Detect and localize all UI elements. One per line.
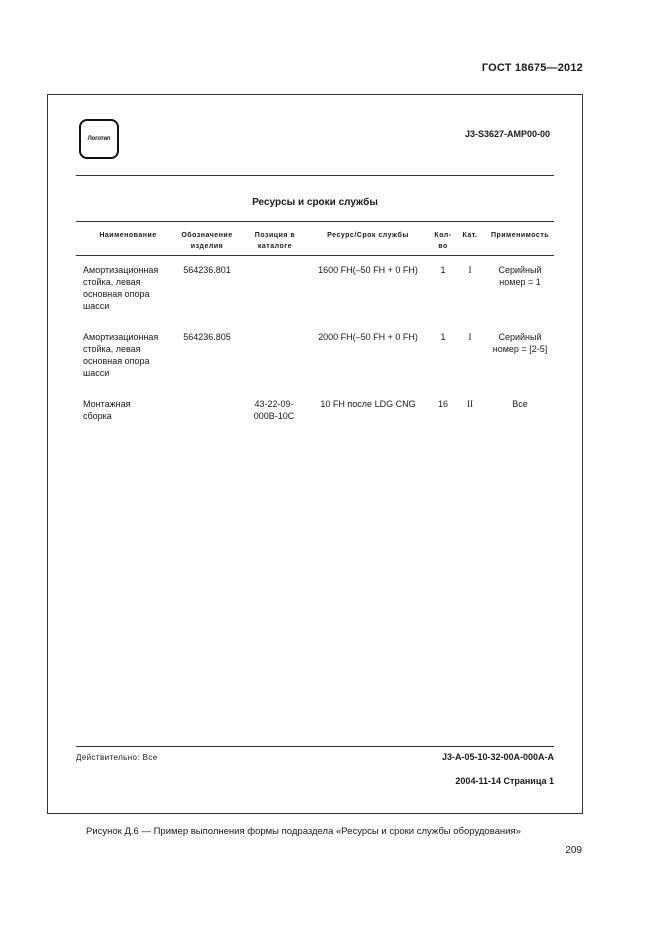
col-header-cat: Кат. xyxy=(462,232,478,239)
row2-resource: 2000 FH(–50 FH + 0 FH) xyxy=(318,332,418,342)
col-header-position-l1: Позиция в xyxy=(254,232,296,239)
row3-resource: 10 FH после LDG CNG xyxy=(320,399,416,409)
row3-position xyxy=(242,398,306,422)
row3-cat: II xyxy=(467,399,473,409)
row3-applicability xyxy=(484,398,556,410)
form-title: Ресурсы и сроки службы xyxy=(252,197,378,208)
logo-text: Логотип xyxy=(87,136,111,142)
row2-applicability-l1: Серийный xyxy=(498,332,542,342)
col-header-designation-l2: изделия xyxy=(190,243,224,250)
row2-name-l4: шасси xyxy=(83,368,110,378)
row2-cat: I xyxy=(468,332,472,342)
row2-applicability-l2: номер = [2-5] xyxy=(492,344,548,354)
row1-name-l2: стойка, левая xyxy=(83,277,141,287)
col-header-qty-l2: во xyxy=(438,243,448,250)
table-top-rule xyxy=(76,221,554,222)
footer-divider xyxy=(76,746,554,747)
row2-name-l1: Амортизационная xyxy=(83,332,159,342)
col-header-position xyxy=(244,230,306,252)
col-header-designation xyxy=(170,230,244,252)
row1-name-l4: шасси xyxy=(83,301,110,311)
logo-box xyxy=(79,119,119,159)
row3-qty: 16 xyxy=(437,399,448,409)
col-header-name: Наименование xyxy=(99,232,157,239)
row2-name xyxy=(83,331,175,379)
col-header-designation-l1: Обозначение xyxy=(181,232,233,239)
table-header-rule xyxy=(76,255,554,256)
row1-applicability xyxy=(484,264,556,288)
footer-document-code: J3-A-05-10-32-00A-000A-A xyxy=(441,752,554,762)
form-frame xyxy=(47,94,583,814)
row3-name-l2: сборка xyxy=(83,411,112,421)
row2-qty: 1 xyxy=(440,332,446,342)
row2-designation: 564236.805 xyxy=(183,332,231,342)
col-header-resource: Ресурс/Срок службы xyxy=(327,232,409,239)
row3-name-l1: Монтажная xyxy=(83,399,131,409)
row1-resource: 1600 FH(–50 FH + 0 FH) xyxy=(318,265,418,275)
row1-qty: 1 xyxy=(440,265,446,275)
row3-name xyxy=(83,398,175,422)
col-header-applicability: Применимость xyxy=(490,232,550,239)
row2-applicability xyxy=(484,331,556,355)
row3-applicability-l1: Все xyxy=(512,399,528,409)
row1-name-l3: основная опора xyxy=(83,289,150,299)
row2-name-l3: основная опора xyxy=(83,356,150,366)
col-header-qty-l1: Кол- xyxy=(434,232,452,239)
row1-cat: I xyxy=(468,265,472,275)
col-header-qty xyxy=(428,230,458,252)
footer-date-page: 2004-11-14 Страница 1 xyxy=(455,776,554,786)
row1-designation: 564236.801 xyxy=(183,265,231,275)
row1-applicability-l1: Серийный xyxy=(498,265,542,275)
validity-text: Действительно: Все xyxy=(76,753,158,762)
row1-name-l1: Амортизационная xyxy=(83,265,159,275)
page-number: 209 xyxy=(565,845,582,856)
row3-position-l2: 000B-10C xyxy=(253,411,295,421)
header-divider xyxy=(76,175,554,176)
row2-name-l2: стойка, левая xyxy=(83,344,141,354)
row1-name xyxy=(83,264,175,312)
document-code: J3-S3627-AMP00-00 xyxy=(464,129,550,139)
col-header-position-l2: каталоге xyxy=(257,243,293,250)
standard-number: ГОСТ 18675—2012 xyxy=(481,62,583,74)
row3-position-l1: 43-22-09- xyxy=(254,399,294,409)
row1-applicability-l2: номер = 1 xyxy=(499,277,541,287)
figure-caption: Рисунок Д.6 — Пример выполнения формы подраздела «Ресурсы и сроки службы оборудования» xyxy=(86,826,521,837)
